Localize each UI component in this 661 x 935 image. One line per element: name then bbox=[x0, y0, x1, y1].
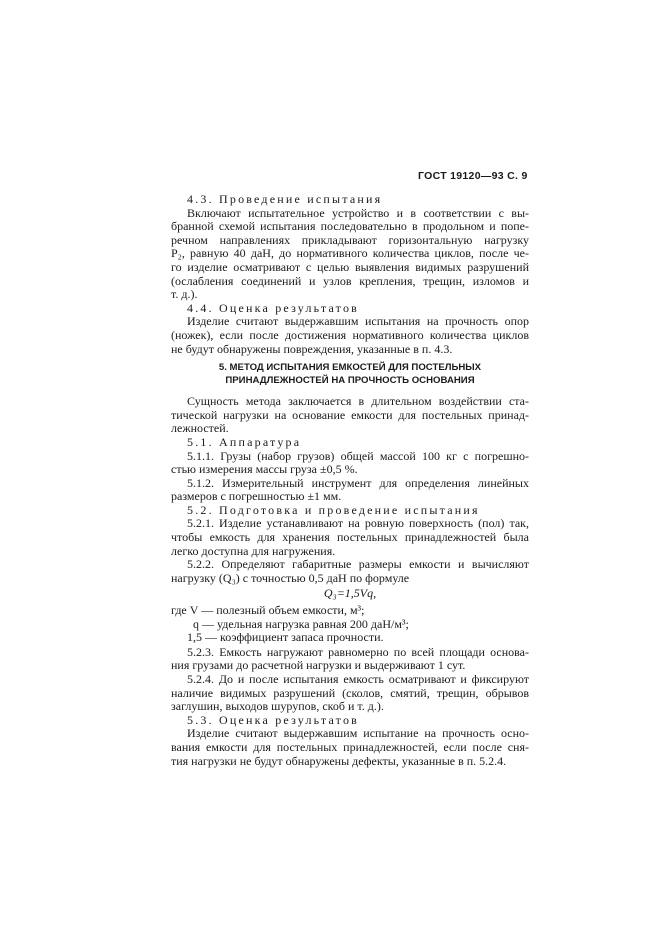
paragraph-line: 5.1.1. Грузы (набор грузов) общей массой 100 кг с погрешно- bbox=[187, 448, 529, 463]
document-body bbox=[171, 193, 529, 768]
paragraph-line: вания емкости для постельных принадлежностей, если после сня- bbox=[171, 739, 529, 754]
where-line: q — удельная нагрузка равная 200 даН/м³; bbox=[193, 616, 409, 631]
paragraph-line: чтобы емкость для хранения постельных принадлежностей была bbox=[171, 530, 529, 545]
section-5-3-title: 5.3. Оценка результатов bbox=[187, 712, 360, 727]
paragraph-line: ния грузами до расчетной нагрузки и выдерживают 1 сут. bbox=[171, 658, 466, 673]
paragraph-line: 5.2.2. Определяют габаритные размеры емкости и вычисляют bbox=[187, 557, 529, 572]
paragraph-line: (ослабления соединений и узлов крепления, трещин, изломов и bbox=[171, 273, 529, 288]
paragraph-line: тия нагрузки не будут обнаружены дефекты, указанные в п. 5.2.4. bbox=[171, 753, 507, 768]
paragraph-line: P₂, равную 40 даН, до нормативного количества циклов, после че- bbox=[171, 246, 529, 261]
section-5-1-title: 5.1. Аппаратура bbox=[187, 434, 302, 449]
where-line: 1,5 — коэффициент запаса прочности. bbox=[187, 630, 384, 645]
where-line: где V — полезный объем емкости, м³; bbox=[171, 603, 365, 618]
paragraph-line: 5.2.3. Емкость нагружают равномерно по всей площади основа- bbox=[187, 644, 529, 659]
paragraph-line: нагрузку (Q₃) с точностью 0,5 даН по формуле bbox=[171, 570, 410, 585]
paragraph-line: 5.2.1. Изделие устанавливают на ровную поверхность (пол) так, bbox=[187, 516, 529, 531]
paragraph-line: бранной схемой испытания последовательно в продольном и попе- bbox=[171, 219, 529, 234]
paragraph-line: не будут обнаружены повреждения, указанные в п. 4.3. bbox=[171, 341, 453, 356]
paragraph-line: легко доступна для нагружения. bbox=[171, 543, 336, 558]
section-5-heading-line-1: 5. МЕТОД ИСПЫТАНИЯ ЕМКОСТЕЙ ДЛЯ ПОСТЕЛЬНЫХ bbox=[218, 362, 482, 374]
paragraph-line: размеров с погрешностью ±1 мм. bbox=[171, 489, 342, 504]
section-4-4-title: 4.4. Оценка результатов bbox=[187, 300, 360, 315]
paragraph-line: 5.1.2. Измерительный инструмент для определения линейных bbox=[187, 475, 529, 490]
paragraph-line: стью измерения массы груза ±0,5 %. bbox=[171, 462, 358, 477]
paragraph-line: Сущность метода заключается в длительном воздействии ста- bbox=[187, 394, 529, 409]
paragraph-line: 5.2.4. До и после испытания емкость осматривают и фиксируют bbox=[187, 672, 529, 686]
formula: Q₃=1,5Vq, bbox=[323, 586, 377, 601]
paragraph-line: Включают испытательное устройство и в соответствии с вы- bbox=[187, 205, 529, 220]
section-5-heading-line-2: ПРИНАДЛЕЖНОСТЕЙ НА ПРОЧНОСТЬ ОСНОВАНИЯ bbox=[225, 374, 475, 386]
page-header: ГОСТ 19120—93 С. 9 bbox=[418, 170, 528, 182]
paragraph-line: лежностей. bbox=[171, 421, 229, 436]
section-4-3-title: 4.3. Проведение испытания bbox=[187, 192, 383, 206]
paragraph-line: т. д.). bbox=[171, 287, 198, 302]
paragraph-line: заглушин, выходов шурупов, скоб и т. д.). bbox=[171, 699, 384, 714]
section-5-2-title: 5.2. Подготовка и проведение испытания bbox=[187, 502, 480, 517]
paragraph-line: речном направлениях прикладывают горизонтальную нагрузку bbox=[171, 232, 529, 247]
section-5-heading bbox=[171, 362, 529, 387]
paragraph-line: наличие видимых разрушений (сколов, смятий, трещин, обрывов bbox=[171, 685, 529, 700]
paragraph-line: (ножек), если после достижения нормативного количества циклов bbox=[171, 327, 529, 342]
paragraph-line: Изделие считают выдержавшим испытания на прочность опор bbox=[187, 314, 529, 329]
paragraph-line: го изделие осматривают с целью выявления видимых разрушений bbox=[171, 259, 529, 274]
paragraph-line: тической нагрузки на основание емкости для постельных принад- bbox=[171, 407, 529, 422]
paragraph-line: Изделие считают выдержавшим испытание на прочность осно- bbox=[187, 726, 529, 741]
